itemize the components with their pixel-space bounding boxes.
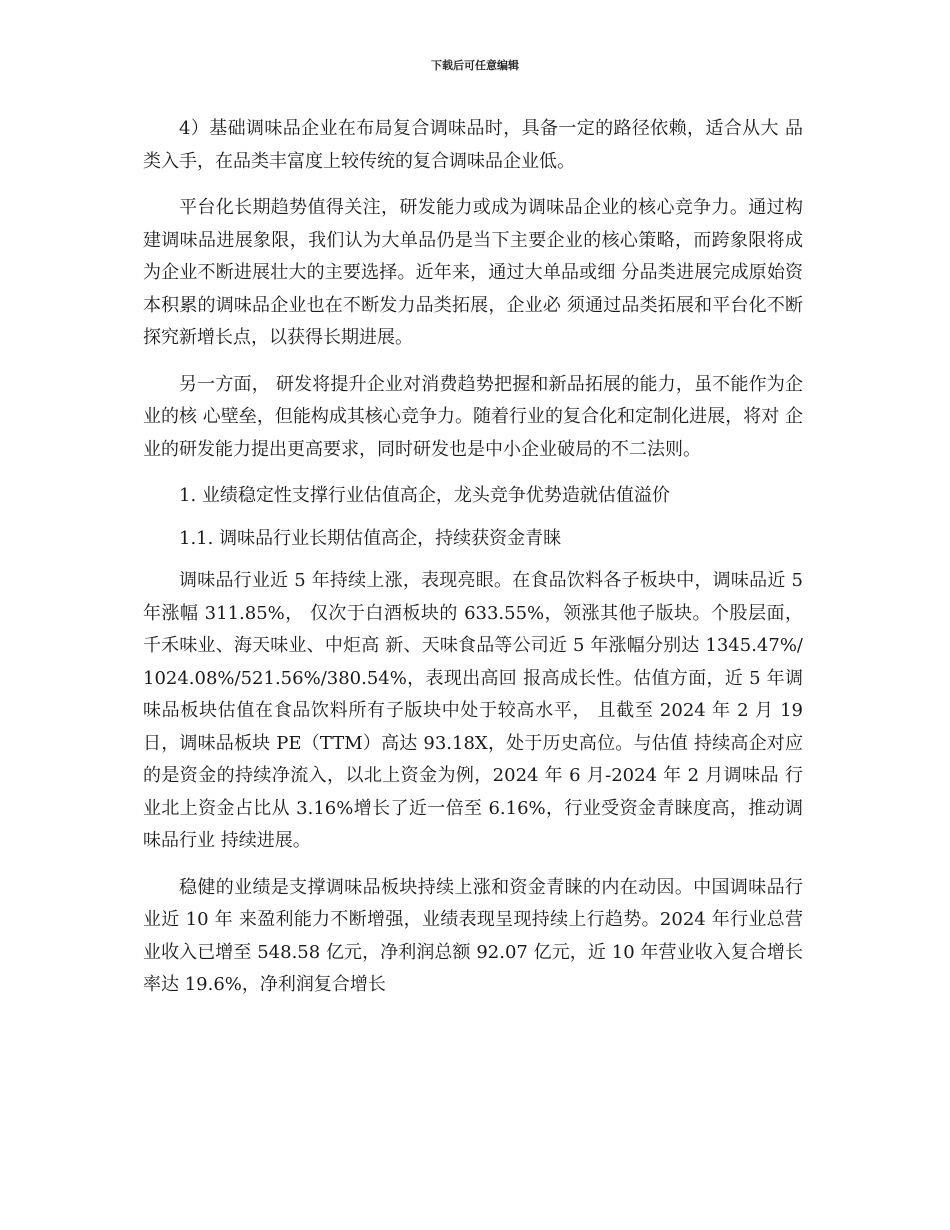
document-body [143, 113, 809, 1016]
page-header: 下载后可任意编辑 [431, 59, 519, 72]
paragraph-3: 另一方面， 研发将提升企业对消费趋势把握和新品拓展的能力，虽不能作为企业的核 心壁垒，但能构成其核心竞争力。随着行业的复合化和定制化进展，将对 企业的研发能力提出更高要求，同时研发也是中小企业破局的不二法则。 [143, 373, 803, 460]
section-heading-1-1: 1.1. 调味品行业长期估值高企，持续获资金青睐 [179, 527, 562, 549]
section-heading-1: 1. 业绩稳定性支撑行业估值高企，龙头竞争优势造就估值溢价 [179, 485, 670, 506]
paragraph-1: 4）基础调味品企业在布局复合调味品时，具备一定的路径依赖，适合从大 品类入手，在品类丰富度上较传统的复合调味品企业低。 [143, 118, 803, 172]
paragraph-5: 稳健的业绩是支撑调味品板块持续上涨和资金青睐的内在动因。中国调味品行业近 10 年 来盈利能力不断增强，业绩表现呈现持续上行趋势。2024 年行业总营业收入已增至 548.58 亿元，净利润总额 92.07 亿元，近 10 年营业收入复合增长率达 19.6%，净利润复合增长 [143, 876, 803, 995]
paragraph-4: 调味品行业近 5 年持续上涨，表现亮眼。在食品饮料各子板块中，调味品近 5 年涨幅 311.85%， 仅次于白酒板块的 633.55%，领涨其他子版块。个股层面，千禾味业、海天味业、中炬高 新、天味食品等公司近 5 年涨幅分别达 1345.47%/1024.08%/521.56%/380.54%，表现出高回 报高成长性。估值方面，近 5 年调味品板块估值在食品饮料所有子版块中处于较高水平， 且截至 2024 年 2 月 19 日，调味品板块 PE（TTM）高达 93.18X，处于历史高位。与估值 持续高企对应的是资金的持续净流入，以北上资金为例，2024 年 6 月-2024 年 2 月调味品 行业北上资金占比从 3.16%增长了近一倍至 6.16%，行业受资金青睐度高，推动调味品行业 持续进展。 [143, 570, 809, 851]
paragraph-2: 平台化长期趋势值得关注，研发能力或成为调味品企业的核心竞争力。通过构建调味品进展象限，我们认为大单品仍是当下主要企业的核心策略，而跨象限将成为企业不断进展壮大的主要选择。近年来，通过大单品或细 分品类进展完成原始资本积累的调味品企业也在不断发力品类拓展，企业必 须通过品类拓展和平台化不断探究新增长点，以获得长期进展。 [143, 197, 803, 348]
